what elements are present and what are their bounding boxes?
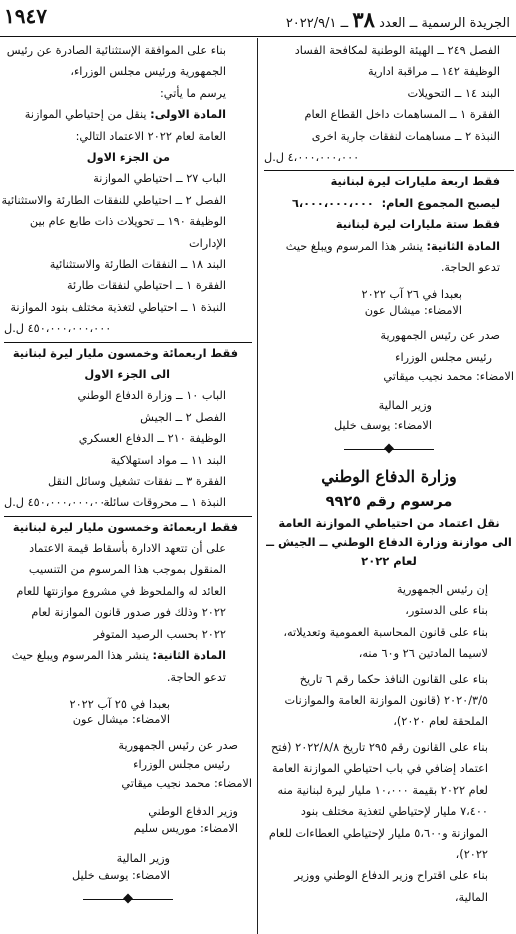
issue-date: ــ ٢٠٢٢/٩/١: [285, 16, 349, 31]
last-item-row: [4, 492, 252, 513]
president-signature: الامضاء: ميشال عون: [72, 713, 170, 727]
ministry-title: وزارة الدفاع الوطني: [321, 467, 457, 487]
place-date: بعبدا في ٢٦ آب ٢٠٢٢: [361, 288, 462, 302]
president-signature: الامضاء: ميشال عون: [364, 303, 462, 317]
recital: بناء على القانون رقم ٢٩٥ تاريخ ٢٠٢٢/٨/٨ (فتح اعتماد إضافي في باب احتياطي الموازنة العامة لعام ٢٠٢٢ بقيمة ١٠،٠٠٠ مليار ليرة لبنانية منه ٧،٤٠٠ مليار لإحتياطي لتغذية مختلف بنود الموازنة و٥،٦٠٠ مليار لإحتياطي العطاءات للعام ٢٠٢٢)،: [268, 740, 488, 861]
from-amount-in-words: فقط اربعمائة وخمسون مليار ليرة لبنانية: [12, 346, 238, 360]
amount-rule: [264, 170, 514, 171]
issue-number: ٣٨: [352, 7, 375, 32]
budget-item: الوظيفة ٢١٠ ــ الدفاع العسكري: [78, 432, 226, 446]
article-one: [4, 104, 252, 147]
budget-item: الفصل ٢ ــ احتياطي للنفقات الطارئة والاستثنائية: [1, 193, 226, 207]
finance-minister-title: وزير المالية: [116, 851, 170, 865]
article-two: [4, 645, 252, 688]
budget-item: الفصل ٢٤٩ ــ الهيئة الوطنية لمكافحة الفساد: [294, 44, 500, 57]
budget-item: الفصل ٢ ــ الجيش: [140, 410, 226, 424]
budget-item: البند ١٤ ــ التحويلات: [407, 86, 500, 100]
amount-rule: [4, 516, 252, 517]
from-amount: ٤٥٠،٠٠٠،٠٠٠،٠٠٠ ل.ل: [4, 322, 112, 336]
article-one-text: ينقل من إحتياطي الموازنة العامة لعام ٢٠٢٢ الاعتماد التالي:: [24, 108, 226, 143]
recital: بناء على اقتراح وزير الدفاع الوطني ووزير المالية،: [294, 869, 488, 904]
from-part-heading: من الجزء الاول: [86, 151, 170, 165]
article-two: [264, 236, 514, 279]
pm-signature: الامضاء: محمد نجيب ميقاتي: [121, 777, 252, 791]
recital: إن رئيس الجمهورية: [396, 583, 488, 597]
preamble: بناء على الموافقة الإستثنائية الصادرة عن رئيس الجمهورية ورئيس مجلس الوزراء،: [6, 44, 226, 79]
total-value: ٦،٠٠٠،٠٠٠،٠٠٠: [291, 196, 374, 210]
issued-by: صدر عن رئيس الجمهورية: [380, 329, 500, 343]
budget-item: النبذة ١ ــ احتياطي لتغذية مختلف بنود الموازنة: [10, 300, 226, 314]
left-column: [1, 40, 252, 914]
amount-in-words: فقط اربعة مليارات ليرة لبنانية: [330, 175, 500, 189]
budget-item: البند ١١ ــ مواد استهلاكية: [110, 453, 226, 467]
article-two-text: ينشر هذا المرسوم ويبلغ حيث تدعو الحاجة.: [11, 649, 226, 684]
decrees-line: يرسم ما يأتي:: [160, 86, 226, 100]
page-number: ١٩٤٧: [4, 4, 47, 28]
pm-signature: الامضاء: محمد نجيب ميقاتي: [383, 369, 514, 383]
recital: بناء على القانون النافذ حكما رقم ٦ تاريخ ٢٠٢٠/٣/٥ (قانون الموازنة العامة والموازنات الملحقة لعام ٢٠٢٠)،: [284, 672, 488, 729]
column-divider: [257, 38, 258, 934]
decree-title: مرسوم رقم ٩٩٢٥: [325, 494, 453, 511]
budget-item: الباب ٢٧ ــ احتياطي الموازنة: [93, 172, 226, 186]
finance-minister-title: وزير المالية: [378, 399, 432, 413]
budget-item: الفقرة ١ ــ المساهمات داخل القطاع العام: [304, 108, 500, 122]
amount-rule: [4, 342, 252, 343]
budget-item: الباب ١٠ ــ وزارة الدفاع الوطني: [77, 389, 226, 403]
finance-minister-signature: الامضاء: يوسف خليل: [72, 869, 170, 883]
total-row: [264, 193, 514, 214]
decree-subject-line: لعام ٢٠٢٢: [361, 554, 417, 569]
budget-item: الوظيفة ١٤٢ ــ مراقبة ادارية: [367, 65, 500, 79]
journal-prefix: الجريدة الرسمية ــ العدد: [379, 16, 510, 31]
recital: بناء على الدستور،: [405, 604, 488, 618]
to-amount: ٤٥٠،٠٠٠،٠٠٠،٠٠٠ ل.ل: [4, 496, 112, 510]
header-rule: [0, 36, 516, 37]
budget-item: النبذة ١ ــ محروقات سائلة: [103, 496, 226, 510]
article-two-label: المادة الثانية:: [152, 649, 226, 663]
right-column: [264, 40, 514, 908]
article-one-label: المادة الاولى:: [150, 108, 226, 122]
budget-item: البند ١٨ ــ النفقات الطارئة والاستثنائية: [49, 258, 226, 271]
place-date: بعبدا في ٢٥ آب ٢٠٢٢: [69, 697, 170, 711]
total-label: ليصبح المجموع العام:: [381, 196, 500, 210]
defense-minister-signature: الامضاء: موريس سليم: [133, 822, 238, 836]
section-divider-icon: [4, 892, 252, 908]
budget-item: الفقرة ١ ــ احتياطي لنفقات طارئة: [66, 279, 226, 293]
journal-title: [286, 7, 510, 32]
decree-subject-line: نقل اعتماد من احتياطي الموازنة العامة: [278, 516, 500, 531]
finance-minister-signature: الامضاء: يوسف خليل: [334, 418, 432, 432]
to-amount-in-words: فقط اربعمائة وخمسون مليار ليرة لبنانية: [12, 520, 238, 534]
to-part-heading: الى الجزء الاول: [84, 367, 170, 381]
article-two-label: المادة الثانية:: [426, 239, 500, 253]
page-header: [0, 4, 516, 34]
decree-subject-line: الى موازنة وزارة الدفاع الوطني ــ الجيش ــ: [266, 535, 512, 550]
recital: بناء على قانون المحاسبة العمومية وتعديلاته، لاسيما المادتين ٢٦ و٦٠ منه،: [283, 625, 488, 661]
section-divider-icon: [264, 442, 514, 458]
total-in-words: فقط ستة مليارات ليرة لبنانية: [335, 218, 500, 232]
budget-item: الوظيفة ١٩٠ ــ تحويلات ذات طابع عام بين الإدارات: [29, 215, 226, 250]
article-two-text: ينشر هذا المرسوم ويبلغ حيث تدعو الحاجة.: [285, 239, 500, 274]
budget-item: النبذة ٢ ــ مساهمات لنفقات جارية اخرى: [311, 129, 500, 143]
defense-minister-title: وزير الدفاع الوطني: [148, 804, 238, 818]
pm-title: رئيس مجلس الوزراء: [395, 350, 492, 364]
budget-item: الفقرة ٣ ــ نفقات تشغيل وسائل النقل: [47, 474, 226, 488]
pm-title: رئيس مجلس الوزراء: [133, 758, 230, 772]
commitment-clause: على أن تتعهد الادارة بأسقاط قيمة الاعتماد المنقول بموجب هذا المرسوم من التنسيب العائد له والملحوظ في مشروع موازنتها للعام ٢٠٢٢ وذلك فور صدور قانون الموازنة لعام ٢٠٢٢ بحسب الرصيد المتوفر: [16, 542, 226, 641]
issued-by: صدر عن رئيس الجمهورية: [118, 738, 238, 752]
transfer-amount: ٤،٠٠٠،٠٠٠،٠٠٠ ل.ل: [264, 150, 360, 164]
